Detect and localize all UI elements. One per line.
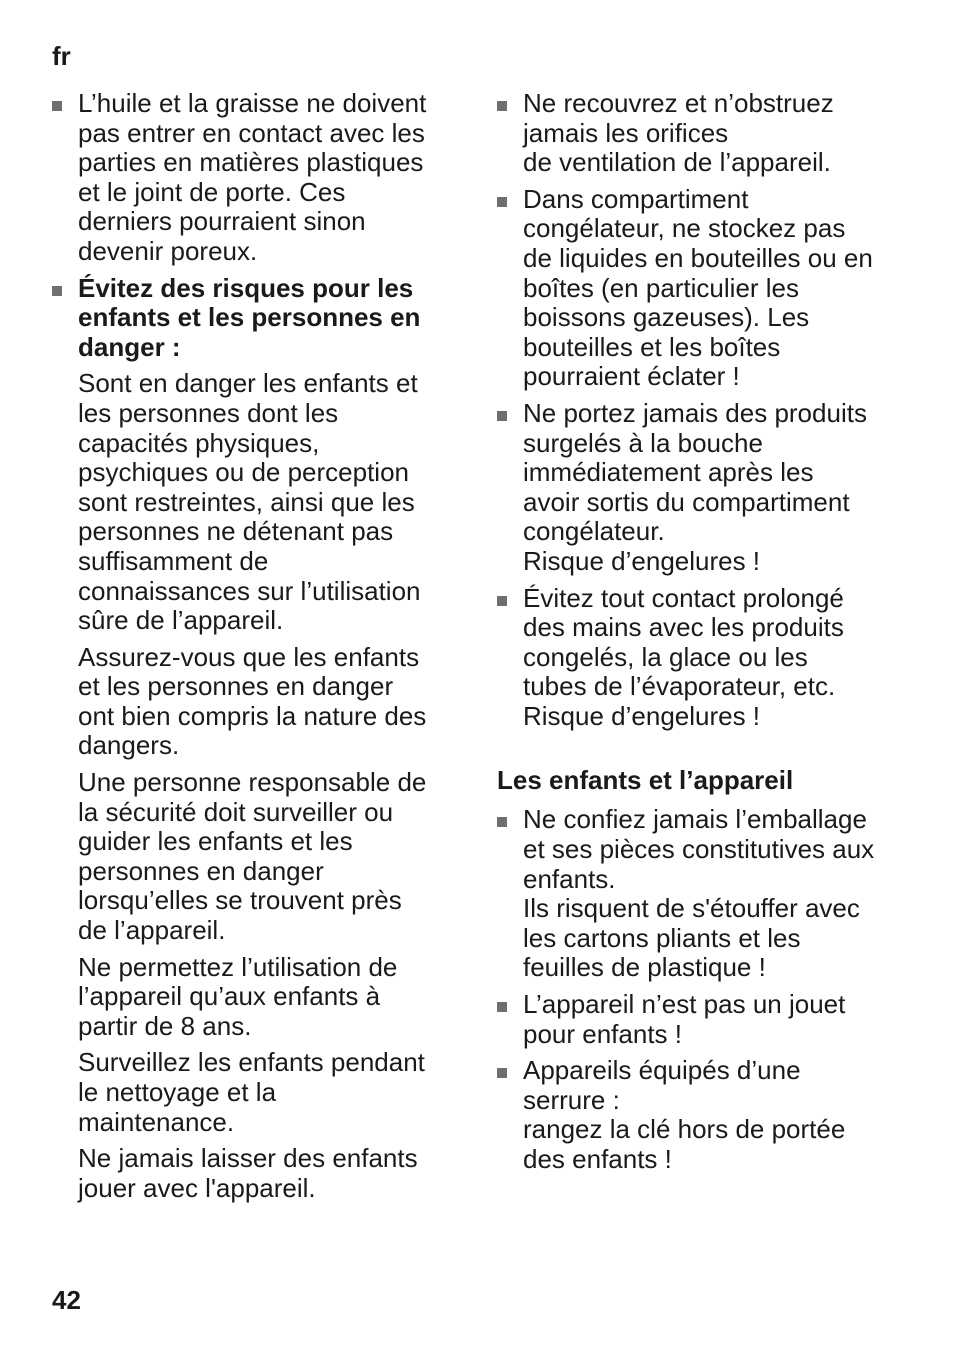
list-item — [497, 185, 905, 392]
square-bullet-icon — [497, 101, 507, 111]
list-item-text: Ne confiez jamais l’emballage et ses pièces constitutives aux enfants. Ils risquent de s'étouffer avec les cartons pliants et les feuilles de plastique ! — [523, 804, 875, 983]
paragraph: Une personne responsable de la sécurité doit surveiller ou guider les enfants et les personnes en danger lorsqu’elles se trouvent près de l’appareil. — [78, 767, 427, 946]
list-item-text: L’huile et la graisse ne doivent pas entrer en contact avec les parties en matières plastiques et le joint de porte. Ces derniers pourraient sinon devenir poreux. — [78, 88, 427, 266]
list-item-text: Ne portez jamais des produits surgelés à la bouche immédiatement après les avoir sortis du compartiment congélateur. Risque d’engelures ! — [523, 397, 867, 576]
square-bullet-icon — [497, 1002, 507, 1012]
list-item-text: Dans compartiment congélateur, ne stockez pas de liquides en bouteilles ou en boîtes (en particulier les boissons gazeuses). Les bouteilles et les boîtes pourraient éclater ! — [523, 183, 873, 392]
list-item-heading: Évitez des risques pour les enfants et les personnes en danger : — [78, 272, 421, 362]
list-item — [52, 89, 456, 267]
list-item — [497, 1056, 905, 1174]
page-number: 42 — [52, 1285, 81, 1315]
square-bullet-icon — [497, 596, 507, 606]
square-bullet-icon — [52, 286, 62, 296]
list-item — [497, 399, 905, 577]
square-bullet-icon — [52, 101, 62, 111]
paragraph: Ne permettez l’utilisation de l’appareil qu’aux enfants à partir de 8 ans. — [78, 951, 398, 1041]
list-item — [497, 990, 905, 1049]
left-column — [52, 89, 456, 1210]
right-column — [497, 89, 905, 1182]
paragraph: Ne jamais laisser des enfants jouer avec l'appareil. — [78, 1143, 418, 1203]
paragraph: Assurez-vous que les enfants et les personnes en danger ont bien compris la nature des dangers. — [78, 641, 427, 761]
square-bullet-icon — [497, 197, 507, 207]
list-item-text: Évitez tout contact prolongé des mains avec les produits congelés, la glace ou les tubes de l’évaporateur, etc. Risque d’engelures ! — [523, 582, 844, 731]
square-bullet-icon — [497, 817, 507, 827]
list-item — [52, 274, 456, 1204]
paragraph: Surveillez les enfants pendant le nettoyage et la maintenance. — [78, 1047, 425, 1137]
square-bullet-icon — [497, 411, 507, 421]
list-item — [497, 89, 905, 178]
section-heading: Les enfants et l’appareil — [497, 765, 794, 796]
list-item-text: Appareils équipés d’une serrure : rangez la clé hors de portée des enfants ! — [523, 1055, 846, 1174]
list-item — [497, 805, 905, 983]
list-item-text: L’appareil n’est pas un jouet pour enfants ! — [523, 989, 846, 1049]
list-item-text: Ne recouvrez et n’obstruez jamais les orifices de ventilation de l’appareil. — [523, 88, 834, 178]
list-item — [497, 584, 905, 732]
paragraph: Sont en danger les enfants et les personnes dont les capacités physiques, psychiques ou de perception sont restreintes, ainsi que les personnes ne détenant pas suffisamment de connaissances sur l’utilisation sûre de l’appareil. — [78, 368, 421, 636]
language-label: fr — [52, 41, 71, 71]
square-bullet-icon — [497, 1068, 507, 1078]
